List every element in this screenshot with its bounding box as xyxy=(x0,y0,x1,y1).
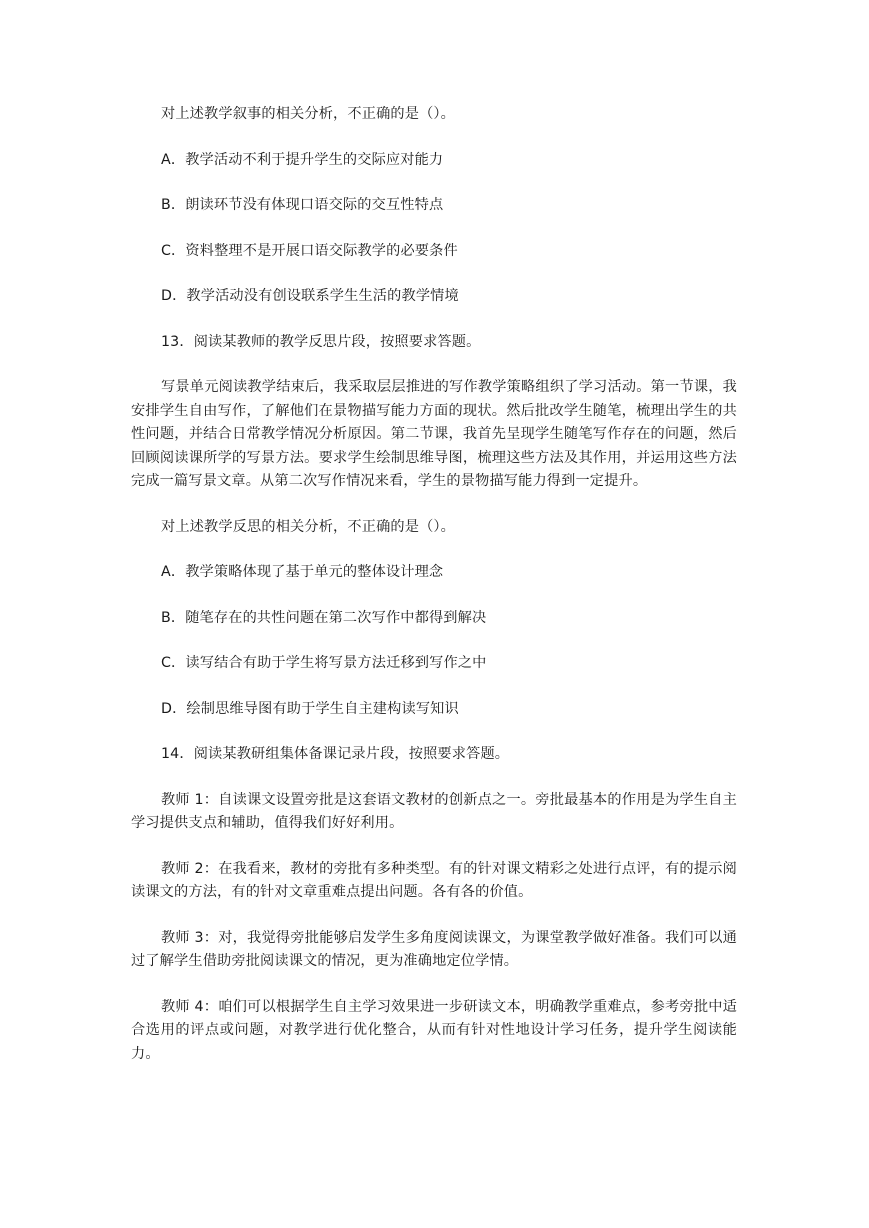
q14-teacher-4: 教师 4：咱们可以根据学生自主学习效果进一步研读文本，明确教学重难点，参考旁批中适合选用的评点或问题，对教学进行优化整合，从而有针对性地设计学习任务，提升学生阅读能力。 xyxy=(131,998,737,1062)
document-body xyxy=(131,103,737,1066)
q14-teacher-2: 教师 2：在我看来，教材的旁批有多种类型。有的针对课文精彩之处进行点评，有的提示阅读课文的方法，有的针对文章重难点提出问题。各有各的价值。 xyxy=(131,860,737,900)
q13-stem: 对上述教学反思的相关分析，不正确的是（）。 xyxy=(161,518,455,535)
q14-title: 14．阅读某教研组集体备课记录片段，按照要求答题。 xyxy=(161,746,510,762)
q12-option-b: B．朗读环节没有体现口语交际的交互性特点 xyxy=(161,197,444,213)
q13-passage: 写景单元阅读教学结束后，我采取层层推进的写作教学策略组织了学习活动。第一节课，我安排学生自由写作，了解他们在景物描写能力方面的现状。然后批改学生随笔，梳理出学生的共性问题，并结合日常教学情况分析原因。第二节课，我首先呈现学生随笔写作存在的问题，然后回顾阅读课所学的写景方法。要求学生绘制思维导图，梳理这些方法及其作用，并运用这些方法完成一篇写景文章。从第二次写作情况来看，学生的景物描写能力得到一定提升。 xyxy=(131,379,737,489)
q13-title: 13．阅读某教师的教学反思片段，按照要求答题。 xyxy=(161,333,481,350)
q12-option-c: C．资料整理不是开展口语交际教学的必要条件 xyxy=(161,242,458,259)
q14-teacher-3: 教师 3：对，我觉得旁批能够启发学生多角度阅读课文，为课堂教学做好准备。我们可以通过了解学生借助旁批阅读课文的情况，更为准确地定位学情。 xyxy=(131,929,737,969)
q13-option-a: A．教学策略体现了基于单元的整体设计理念 xyxy=(161,564,444,580)
q14-teacher-1: 教师 1：自读课文设置旁批是这套语文教材的创新点之一。旁批最基本的作用是为学生自主学习提供支点和辅助，值得我们好好利用。 xyxy=(131,791,737,831)
q12-option-d: D．教学活动没有创设联系学生生活的教学情境 xyxy=(161,288,459,304)
q12-option-a: A．教学活动不利于提升学生的交际应对能力 xyxy=(161,151,444,168)
q13-option-c: C．读写结合有助于学生将写景方法迁移到写作之中 xyxy=(161,655,487,671)
q13-option-d: D．绘制思维导图有助于学生自主建构读写知识 xyxy=(161,700,459,717)
q12-stem: 对上述教学叙事的相关分析，不正确的是（）。 xyxy=(161,106,455,122)
q13-option-b: B．随笔存在的共性问题在第二次写作中都得到解决 xyxy=(161,609,487,626)
